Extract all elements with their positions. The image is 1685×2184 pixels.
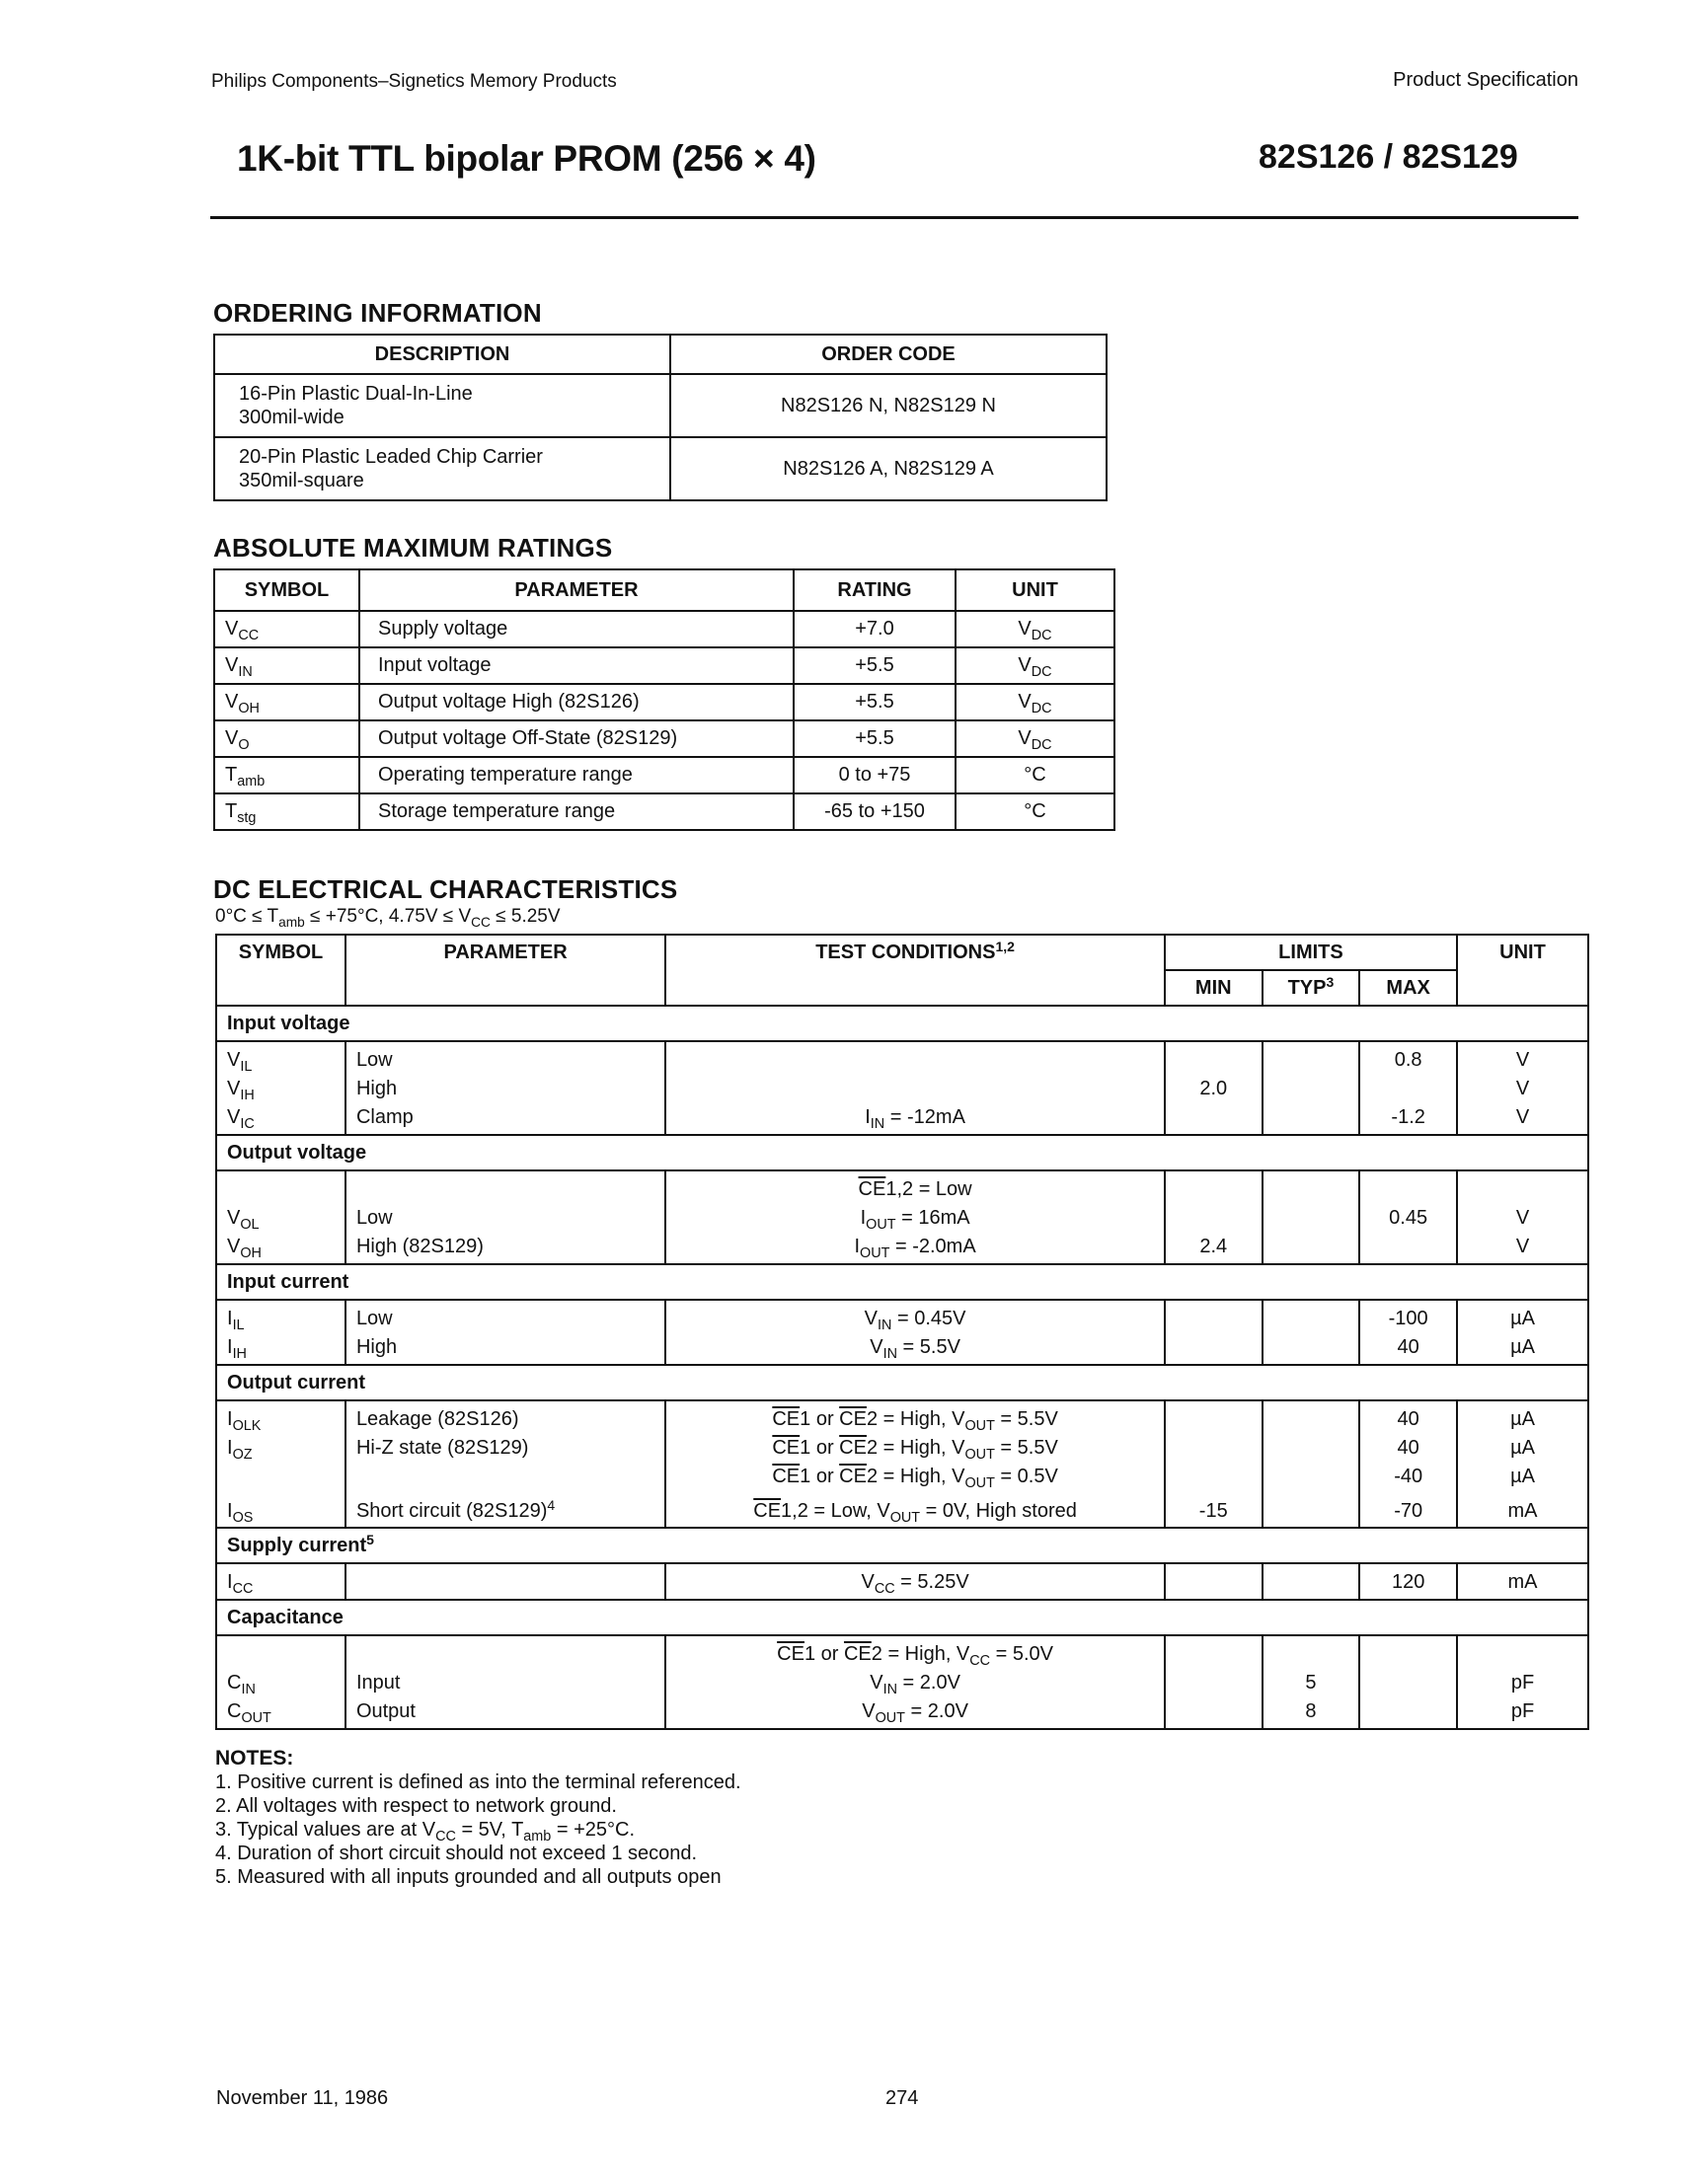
test-cell: $V_{CC} = 5.25V$ [665, 1563, 1165, 1600]
unit-cell: mA [1457, 1563, 1588, 1600]
parameter-cell: Storage temperature range [359, 793, 794, 830]
table-row [214, 684, 1114, 720]
parameter-cell: Low High [345, 1300, 665, 1365]
col-description: DESCRIPTION [214, 335, 670, 374]
ordering-heading: ORDERING INFORMATION [213, 298, 542, 328]
parameter-cell: Low High Clamp [345, 1041, 665, 1135]
typ-cell [1263, 1300, 1360, 1365]
typ-cell [1263, 1170, 1360, 1264]
ordering-table [213, 334, 1108, 501]
col-max: MAX [1359, 970, 1457, 1006]
table-row [214, 720, 1114, 757]
symbol-cell: $V_{IL}$ $V_{IH}$ $V_{IC}$ [216, 1041, 345, 1135]
test-cell: $V_{IN} = 0.45V$ $V_{IN} = 5.5V$ [665, 1300, 1165, 1365]
symbol-cell: $I_{IL}$ $I_{IH}$ [216, 1300, 345, 1365]
rating-cell: +5.5 [794, 647, 956, 684]
unit-cell: $V_{DC}$ [956, 720, 1114, 757]
table-row [214, 793, 1114, 830]
table-row [216, 1041, 1588, 1135]
rating-cell: +5.5 [794, 720, 956, 757]
unit-cell: °C [956, 793, 1114, 830]
description-cell: 16-Pin Plastic Dual-In-Line 300mil-wide [214, 374, 670, 437]
table-row [214, 757, 1114, 793]
header-rule [210, 216, 1578, 219]
table-row [216, 1635, 1588, 1729]
order-code-cell: N82S126 A, N82S129 A [670, 437, 1107, 500]
symbol-cell: $T_{amb}$ [214, 757, 359, 793]
parameter-cell: Output voltage Off-State (82S129) [359, 720, 794, 757]
max-cell: 120 [1359, 1563, 1457, 1600]
col-order-code: ORDER CODE [670, 335, 1107, 374]
col-typ: TYP$^3$ [1263, 970, 1360, 1006]
col-unit: UNIT [956, 569, 1114, 611]
col-parameter: PARAMETER [359, 569, 794, 611]
col-symbol: SYMBOL [216, 935, 345, 1006]
notes [215, 1747, 741, 1889]
page-title: 1K-bit TTL bipolar PROM (256 × 4) [237, 138, 816, 179]
note-5: 5. Measured with all inputs grounded and all outputs open [215, 1866, 722, 1888]
parameter-cell: Low High (82S129) [345, 1170, 665, 1264]
max-cell: 0.8 -1.2 [1359, 1041, 1457, 1135]
unit-cell: V V V [1457, 1041, 1588, 1135]
unit-cell: µA µA µA mA [1457, 1400, 1588, 1528]
company-line: Philips Components–Signetics Memory Products [211, 71, 617, 92]
abs-max-table [213, 568, 1115, 831]
unit-cell: pF pF [1457, 1635, 1588, 1729]
test-cell: $I_{IN} = -12mA$ [665, 1041, 1165, 1135]
test-cell: $\overline{CE}1,2$ = Low $I_{OUT} = 16mA$ $I_{OUT} = -2.0mA$ [665, 1170, 1165, 1264]
col-unit: UNIT [1457, 935, 1588, 1006]
part-numbers: 82S126 / 82S129 [1259, 138, 1518, 176]
parameter-cell [345, 1563, 665, 1600]
min-cell [1165, 1635, 1263, 1729]
table-row [214, 437, 1107, 500]
rating-cell: 0 to +75 [794, 757, 956, 793]
typ-cell: 5 8 [1263, 1635, 1360, 1729]
symbol-cell: $I_{CC}$ [216, 1563, 345, 1600]
note-4: 4. Duration of short circuit should not exceed 1 second. [215, 1843, 698, 1864]
min-cell [1165, 1563, 1263, 1600]
symbol-cell: $V_O$ [214, 720, 359, 757]
max-cell: -100 40 [1359, 1300, 1457, 1365]
col-symbol: SYMBOL [214, 569, 359, 611]
symbol-cell: $V_{OH}$ [214, 684, 359, 720]
min-cell: 2.4 [1165, 1170, 1263, 1264]
col-limits: LIMITS [1165, 935, 1457, 970]
unit-cell: $V_{DC}$ [956, 611, 1114, 647]
min-cell [1165, 1300, 1263, 1365]
col-rating: RATING [794, 569, 956, 611]
rating-cell: +5.5 [794, 684, 956, 720]
col-parameter: PARAMETER [345, 935, 665, 1006]
unit-cell: µA µA [1457, 1300, 1588, 1365]
table-row [216, 1400, 1588, 1528]
symbol-cell: $V_{CC}$ [214, 611, 359, 647]
unit-cell: V V [1457, 1170, 1588, 1264]
min-cell: -15 [1165, 1400, 1263, 1528]
max-cell: 0.45 [1359, 1170, 1457, 1264]
parameter-cell: Input voltage [359, 647, 794, 684]
parameter-cell: Leakage (82S126) Hi-Z state (82S129) Short circuit $(82S129)^4$ [345, 1400, 665, 1528]
group-supply-current: Supply current$^5$ [216, 1528, 1588, 1563]
symbol-cell: $I_{OLK}$ $I_{OZ}$ $I_{OS}$ [216, 1400, 345, 1528]
typ-cell [1263, 1400, 1360, 1528]
parameter-cell: Supply voltage [359, 611, 794, 647]
dc-conditions: $0^\circ C \le T_{amb} \le +75^\circ C$, $4.75V \le V_{CC} \le 5.25V$ [215, 906, 561, 930]
page-number: 274 [885, 2087, 919, 2109]
rating-cell: -65 to +150 [794, 793, 956, 830]
notes-heading: NOTES: [215, 1747, 294, 1770]
unit-cell: °C [956, 757, 1114, 793]
group-output-voltage: Output voltage [216, 1135, 1588, 1170]
doc-type: Product Specification [1393, 69, 1578, 91]
group-input-current: Input current [216, 1264, 1588, 1300]
group-input-voltage: Input voltage [216, 1006, 1588, 1041]
note-2: 2. All voltages with respect to network ground. [215, 1795, 617, 1817]
table-row [214, 611, 1114, 647]
dc-heading: DC ELECTRICAL CHARACTERISTICS [213, 874, 678, 904]
table-row [216, 1170, 1588, 1264]
abs-max-heading: ABSOLUTE MAXIMUM RATINGS [213, 533, 613, 563]
group-output-current: Output current [216, 1365, 1588, 1400]
symbol-cell: $V_{OL}$ $V_{OH}$ [216, 1170, 345, 1264]
typ-cell [1263, 1563, 1360, 1600]
parameter-cell: Output voltage High (82S126) [359, 684, 794, 720]
group-capacitance: Capacitance [216, 1600, 1588, 1635]
table-row [216, 1563, 1588, 1600]
unit-cell: $V_{DC}$ [956, 684, 1114, 720]
table-row [214, 374, 1107, 437]
table-row [214, 647, 1114, 684]
note-1: 1. Positive current is defined as into the terminal referenced. [215, 1771, 741, 1793]
col-min: MIN [1165, 970, 1263, 1006]
note-3: 3. Typical values are at $V_{CC} = 5V$, $T_{amb} = +25^\circ C$. [215, 1819, 635, 1845]
test-cell: $\overline{CE}1$ or $\overline{CE}2$ = High, $V_{OUT} = 5.5V$ $\overline{CE}1$ or $\overline{CE}2$ = High, $V_{OUT} = 5.5V$ $\overline{CE}1$ or $\overline{CE}2$ = High, $V_{OUT} = 0.5V$ $\overline{CE}1,2$ = Low, $V_{OUT} = 0V$, High stored [665, 1400, 1165, 1528]
description-cell: 20-Pin Plastic Leaded Chip Carrier 350mil-square [214, 437, 670, 500]
rating-cell: +7.0 [794, 611, 956, 647]
parameter-cell: Input Output [345, 1635, 665, 1729]
footer-date: November 11, 1986 [216, 2087, 389, 2109]
typ-cell [1263, 1041, 1360, 1135]
min-cell: 2.0 [1165, 1041, 1263, 1135]
test-cell: $\overline{CE}1$ or $\overline{CE}2$ = High, $V_{CC} = 5.0V$ $V_{IN} = 2.0V$ $V_{OUT} = 2.0V$ [665, 1635, 1165, 1729]
col-test-conditions: TEST CONDITIONS$^{1,2}$ [665, 935, 1165, 1006]
symbol-cell: $V_{IN}$ [214, 647, 359, 684]
unit-cell: $V_{DC}$ [956, 647, 1114, 684]
symbol-cell: $C_{IN}$ $C_{OUT}$ [216, 1635, 345, 1729]
max-cell: 40 40 -40 -70 [1359, 1400, 1457, 1528]
parameter-cell: Operating temperature range [359, 757, 794, 793]
dc-table [215, 934, 1589, 1730]
max-cell [1359, 1635, 1457, 1729]
symbol-cell: $T_{stg}$ [214, 793, 359, 830]
table-row [216, 1300, 1588, 1365]
order-code-cell: N82S126 N, N82S129 N [670, 374, 1107, 437]
